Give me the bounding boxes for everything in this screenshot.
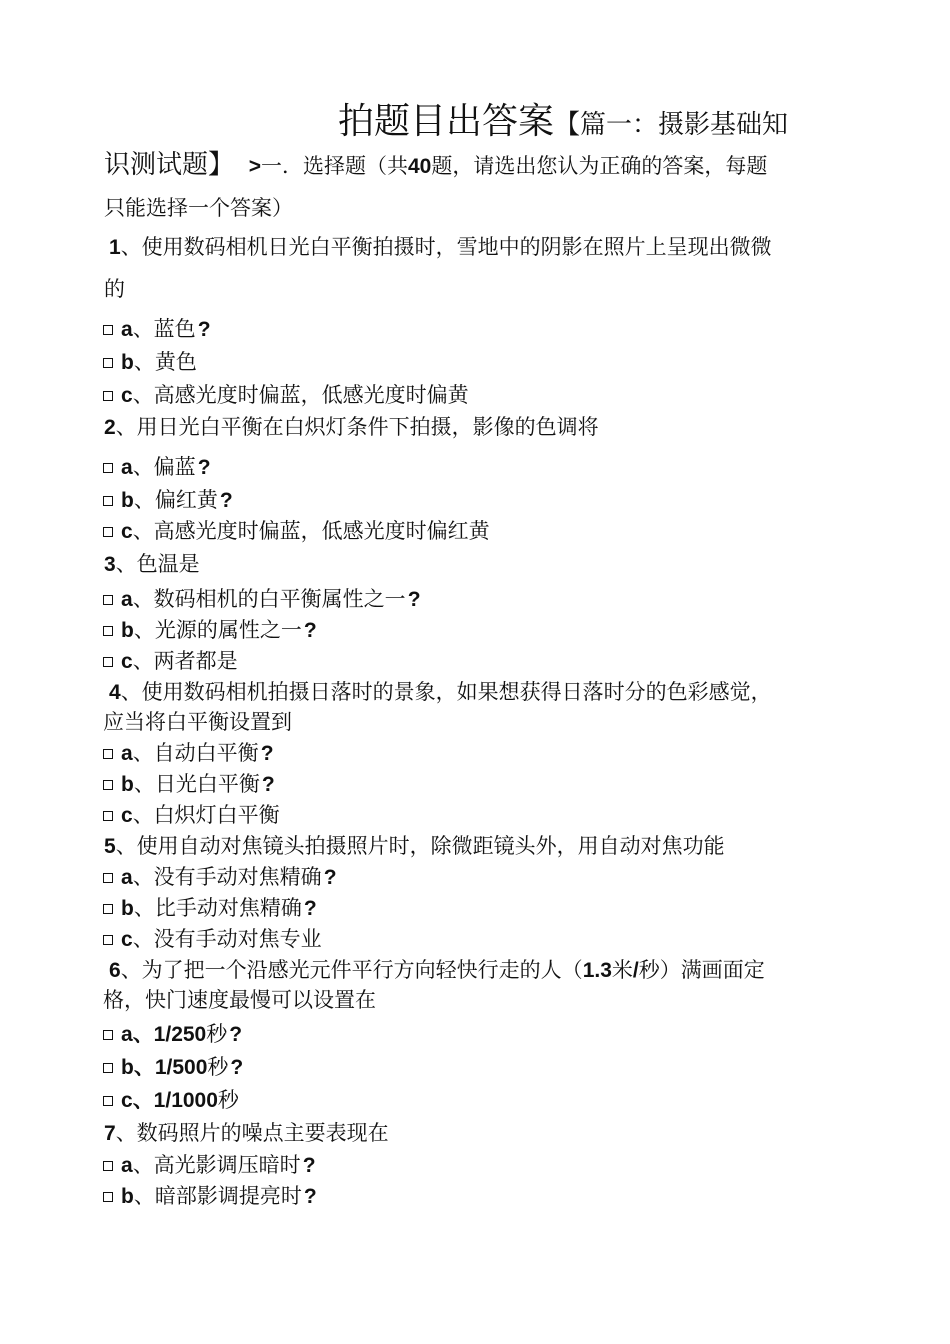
q2-option-b[interactable]: b、偏红黄? [103, 485, 233, 516]
title-bracket-part2: 识测试题】 [104, 150, 235, 180]
intro-text-a: 一．选择题（共 [260, 154, 408, 178]
q6-option-b[interactable]: b、1/500秒? [103, 1052, 243, 1083]
checkbox-icon[interactable] [103, 1161, 113, 1171]
question-text: 、色温是 [115, 552, 200, 576]
question-2 [104, 412, 599, 443]
q4-option-c[interactable]: c、白炽灯白平衡 [103, 800, 280, 831]
question-text: 、用日光白平衡在白炽灯条件下拍摄，影像的色调将 [115, 415, 599, 439]
q5-option-c[interactable]: c、没有手动对焦专业 [103, 924, 322, 955]
q4-option-a[interactable]: a、自动白平衡? [103, 738, 274, 769]
question-text: 、数码照片的噪点主要表现在 [115, 1121, 389, 1145]
question-number: 3 [104, 553, 116, 576]
question-text: 、使用数码相机拍摄日落时的景象，如果想获得日落时分的色彩感觉， [120, 680, 772, 704]
q3-option-b[interactable]: b、光源的属性之一? [103, 615, 317, 646]
checkbox-icon[interactable] [103, 463, 113, 473]
checkbox-icon[interactable] [103, 496, 113, 506]
checkbox-icon[interactable] [103, 1063, 113, 1073]
checkbox-icon[interactable] [103, 626, 113, 636]
question-number: 2 [104, 416, 116, 439]
question-1-line-2: 的 [104, 277, 125, 301]
q7-option-a[interactable]: a、高光影调压暗时? [103, 1150, 316, 1181]
question-5 [104, 831, 725, 862]
question-1 [109, 232, 772, 263]
question-6-line-2: 格，快门速度最慢可以设置在 [103, 988, 376, 1012]
question-number: 4 [109, 681, 121, 704]
checkbox-icon[interactable] [103, 595, 113, 605]
title-line-2 [104, 150, 767, 182]
checkbox-icon[interactable] [103, 935, 113, 945]
question-number: 5 [104, 835, 116, 858]
question-text: 、使用数码相机日光白平衡拍摄时，雪地中的阴影在照片上呈现出微微 [120, 235, 772, 259]
q4-option-b[interactable]: b、日光白平衡? [103, 769, 275, 800]
question-number: 7 [104, 1122, 116, 1145]
checkbox-icon[interactable] [103, 904, 113, 914]
title-arrow: > [248, 155, 261, 178]
q6-option-c[interactable]: c、1/1000秒 [103, 1085, 239, 1116]
question-7 [104, 1118, 389, 1149]
checkbox-icon[interactable] [103, 1030, 113, 1040]
checkbox-icon[interactable] [103, 1192, 113, 1202]
q1-option-b[interactable]: b、黄色 [103, 347, 197, 378]
q3-option-c[interactable]: c、两者都是 [103, 646, 238, 677]
q5-option-a[interactable]: a、没有手动对焦精确? [103, 862, 337, 893]
q2-option-a[interactable]: a、偏蓝? [103, 452, 211, 483]
checkbox-icon[interactable] [103, 749, 113, 759]
q3-option-a[interactable]: a、数码相机的白平衡属性之一? [103, 584, 421, 615]
q5-option-b[interactable]: b、比手动对焦精确? [103, 893, 317, 924]
intro-count: 40 [407, 155, 432, 178]
question-number: 1 [109, 236, 121, 259]
checkbox-icon[interactable] [103, 657, 113, 667]
question-4-line-2: 应当将白平衡设置到 [103, 710, 292, 734]
intro-line-2: 只能选择一个答案） [104, 196, 293, 220]
checkbox-icon[interactable] [103, 1096, 113, 1106]
question-text: 、使用自动对焦镜头拍摄照片时，除微距镜头外，用自动对焦功能 [115, 834, 725, 858]
q1-option-a[interactable]: a、蓝色? [103, 314, 211, 345]
checkbox-icon[interactable] [103, 358, 113, 368]
q6-option-a[interactable]: a、1/250秒? [103, 1019, 242, 1050]
intro-text-b: 题，请选出您认为正确的答案，每题 [431, 154, 768, 178]
q7-option-b[interactable]: b、暗部影调提亮时? [103, 1181, 317, 1212]
title-main: 拍题目出答案 [338, 101, 555, 142]
question-number: 6 [109, 959, 121, 982]
question-3 [104, 549, 200, 580]
checkbox-icon[interactable] [103, 391, 113, 401]
question-6: 6、为了把一个沿感光元件平行方向轻快行走的人（1.3米/秒）满画面定 [109, 958, 765, 982]
checkbox-icon[interactable] [103, 780, 113, 790]
checkbox-icon[interactable] [103, 873, 113, 883]
question-4 [109, 677, 772, 708]
title-bracket-part1: 【篇一：摄影基础知 [554, 110, 789, 140]
checkbox-icon[interactable] [103, 527, 113, 537]
checkbox-icon[interactable] [103, 811, 113, 821]
page-title [338, 100, 788, 147]
q2-option-c[interactable]: c、高感光度时偏蓝，低感光度时偏红黄 [103, 516, 490, 547]
q1-option-c[interactable]: c、高感光度时偏蓝，低感光度时偏黄 [103, 380, 469, 411]
checkbox-icon[interactable] [103, 325, 113, 335]
